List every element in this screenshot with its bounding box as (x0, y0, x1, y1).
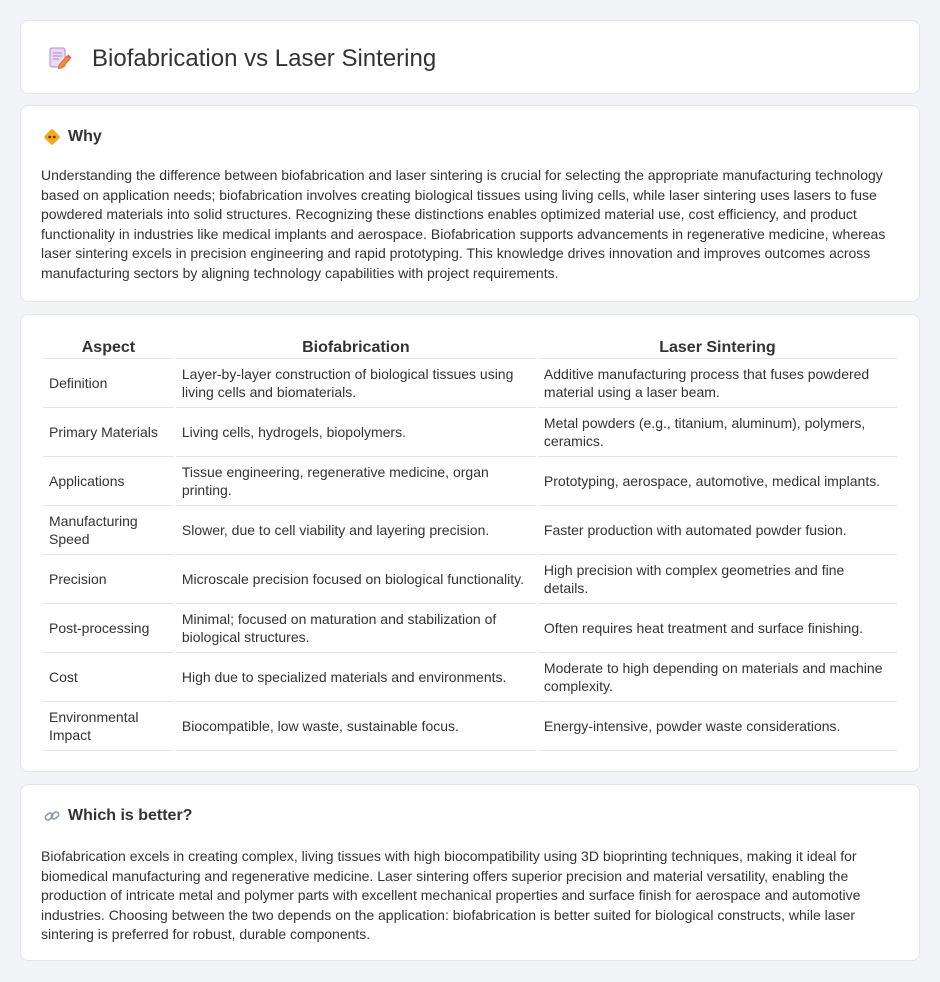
table-row (43, 604, 897, 653)
table-row (43, 408, 897, 457)
which-is-better-section (20, 784, 920, 961)
header-aspect: Aspect (43, 333, 174, 359)
better-heading: Which is better? (68, 807, 193, 824)
better-text: Biofabrication excels in creating complex, living tissues with high biocompatibility using 3D bioprinting techniques, making it ideal for biomedical manufacturing and regenerative medicine. Laser sintering offers superior precision and material versatility, enabling the production of intricate metal and polymer parts with excellent mechanical properties and surface finish for aerospace and automotive industries. Choosing between the two depends on the application: biofabrication is better suited for biological constructs, while laser sintering is preferred for robust, durable components. (41, 848, 861, 942)
why-section (20, 105, 920, 302)
row-laser-sintering: Prototyping, aerospace, automotive, medical implants. (538, 457, 897, 506)
row-laser-sintering: High precision with complex geometries and fine details. (538, 555, 897, 604)
page-title: Biofabrication vs Laser Sintering (92, 45, 437, 72)
why-heading-row (43, 128, 102, 146)
table-row (43, 359, 897, 408)
row-aspect: Precision (43, 555, 174, 604)
row-laser-sintering: Often requires heat treatment and surface finishing. (538, 604, 897, 653)
diamond-sign-icon (43, 128, 61, 146)
better-heading-row (43, 807, 192, 825)
comparison-table-card (20, 314, 920, 772)
header-biofabrication: Biofabrication (176, 333, 536, 359)
row-aspect: Definition (43, 359, 174, 408)
row-aspect: Manufacturing Speed (43, 506, 174, 555)
row-biofabrication: Tissue engineering, regenerative medicine, organ printing. (176, 457, 536, 506)
table-row (43, 506, 897, 555)
row-laser-sintering: Energy-intensive, powder waste considerations. (538, 702, 897, 751)
table-row (43, 457, 897, 506)
row-biofabrication: Slower, due to cell viability and layering precision. (176, 506, 536, 555)
row-aspect: Primary Materials (43, 408, 174, 457)
table-row (43, 555, 897, 604)
row-laser-sintering: Additive manufacturing process that fuses powdered material using a laser beam. (538, 359, 897, 408)
row-biofabrication: High due to specialized materials and environments. (176, 653, 536, 702)
table-header-row (43, 333, 897, 359)
row-biofabrication: Minimal; focused on maturation and stabilization of biological structures. (176, 604, 536, 653)
row-aspect: Environmental Impact (43, 702, 174, 751)
row-biofabrication: Microscale precision focused on biological functionality. (176, 555, 536, 604)
row-aspect: Post-processing (43, 604, 174, 653)
header-laser-sintering: Laser Sintering (538, 333, 897, 359)
row-laser-sintering: Faster production with automated powder fusion. (538, 506, 897, 555)
row-laser-sintering: Moderate to high depending on materials and machine complexity. (538, 653, 897, 702)
document-pencil-icon (47, 45, 73, 71)
row-biofabrication: Layer-by-layer construction of biological tissues using living cells and biomaterials. (176, 359, 536, 408)
row-biofabrication: Living cells, hydrogels, biopolymers. (176, 408, 536, 457)
row-aspect: Applications (43, 457, 174, 506)
why-heading: Why (68, 128, 102, 145)
why-text: Understanding the difference between biofabrication and laser sintering is crucial for selecting the appropriate manufacturing technology based on application needs; biofabrication involves creating biological tissues using living cells, while laser sintering uses lasers to fuse powdered materials into solid structures. Recognizing these distinctions enables optimized material use, cost efficiency, and product functionality in industries like medical implants and aerospace. Biofabrication supports advancements in regenerative medicine, whereas laser sintering excels in precision engineering and rapid prototyping. This knowledge drives innovation and improves outcomes across manufacturing sectors by aligning technology capabilities with project requirements. (41, 167, 886, 281)
row-biofabrication: Biocompatible, low waste, sustainable focus. (176, 702, 536, 751)
comparison-table (41, 333, 899, 751)
row-aspect: Cost (43, 653, 174, 702)
table-row (43, 702, 897, 751)
row-laser-sintering: Metal powders (e.g., titanium, aluminum), polymers, ceramics. (538, 408, 897, 457)
table-row (43, 653, 897, 702)
link-icon (43, 807, 61, 825)
header-card (20, 20, 920, 94)
